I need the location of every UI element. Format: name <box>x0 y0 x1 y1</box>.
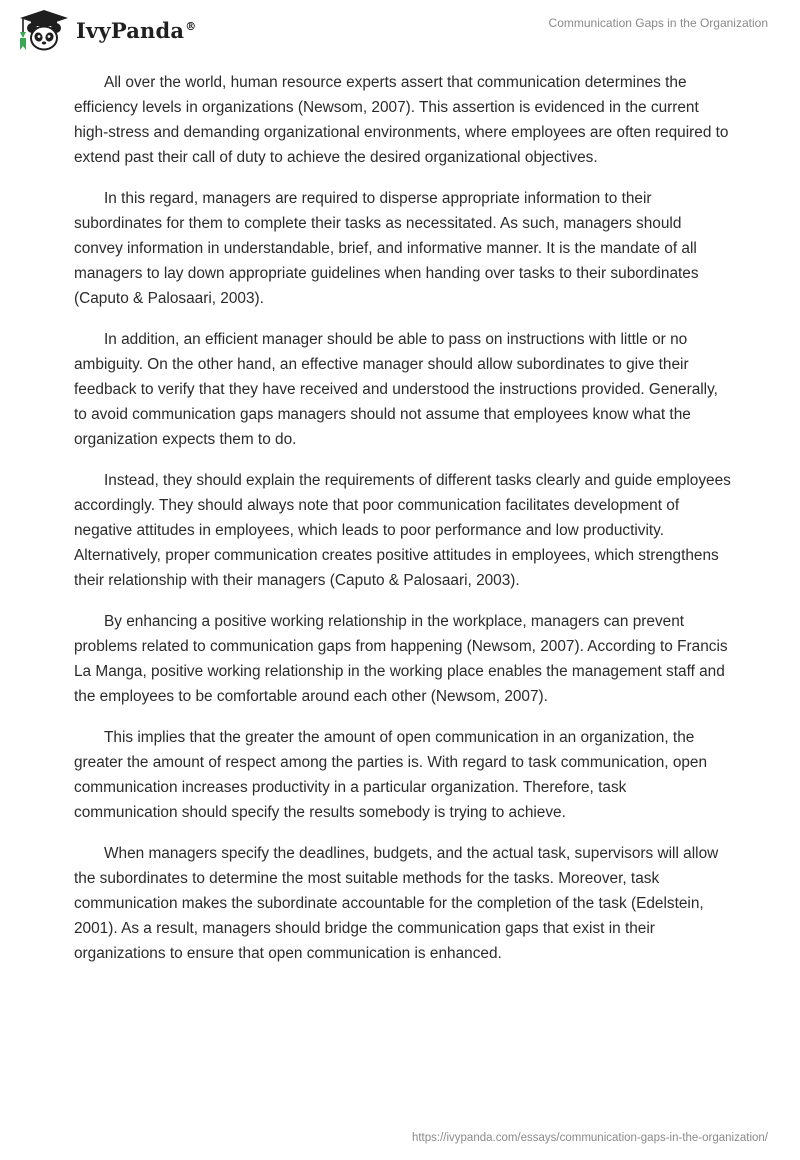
essay-paragraph-7: When managers specify the deadlines, budgets, and the actual task, supervisors will allow the subordinates to determine the most suitable methods for the tasks. Moreover, task communication makes the subordinate accountable for the completion of the task (Edelstein, 2001). As a result, managers should bridge the communication gaps that exist in their organizations to ensure that open communication is enhanced. <box>74 845 719 962</box>
ivypanda-logo[interactable] <box>14 8 196 52</box>
brand-name: IvyPanda® <box>76 17 197 43</box>
panda-graduate-icon <box>14 8 70 52</box>
source-url[interactable]: https://ivypanda.com/essays/communication-gaps-in-the-organization/ <box>411 1132 768 1144</box>
essay-paragraph-4: Instead, they should explain the requirements of different tasks clearly and guide employees accordingly. They should always note that poor communication facilitates development of negative attitudes in employees, which leads to poor performance and low productivity. Alternatively, proper communication creates positive attitudes in employees, which strengthens their relationship with their managers (Caputo & Palosaari, 2003). <box>74 472 731 589</box>
essay-body <box>74 70 734 982</box>
essay-paragraph-1: All over the world, human resource experts assert that communication determines the efficiency levels in organizations (Newsom, 2007). This assertion is evidenced in the current high-stress and demanding organizational environments, where employees are often required to extend past their call of duty to achieve the desired organizational objectives. <box>74 74 729 166</box>
essay-paragraph-5: By enhancing a positive working relationship in the workplace, managers can prevent problems related to communication gaps from happening (Newsom, 2007). According to Francis La Manga, positive working relationship in the working place enables the management staff and the employees to be comfortable around each other (Newsom, 2007). <box>74 613 728 705</box>
essay-paragraph-6: This implies that the greater the amount of open communication in an organization, the greater the amount of respect among the parties is. With regard to task communication, open communication increases productivity in a particular organization. Therefore, task communication should specify the results somebody is trying to achieve. <box>74 729 708 821</box>
essay-paragraph-3: In addition, an efficient manager should be able to pass on instructions with little or no ambiguity. On the other hand, an effective manager should allow subordinates to give their feedback to verify that they have received and understood the instructions provided. Generally, to avoid communication gaps managers should not assume that employees know what the organization expects them to do. <box>74 331 718 448</box>
page-header <box>0 0 800 64</box>
document-title: Communication Gaps in the Organization <box>548 16 768 30</box>
essay-paragraph-2: In this regard, managers are required to disperse appropriate information to their subordinates for them to complete their tasks as necessitated. As such, managers should convey information in understandable, brief, and informative manner. It is the mandate of all managers to lay down appropriate guidelines when handing over tasks to their subordinates (Caputo & Palosaari, 2003). <box>74 190 699 307</box>
